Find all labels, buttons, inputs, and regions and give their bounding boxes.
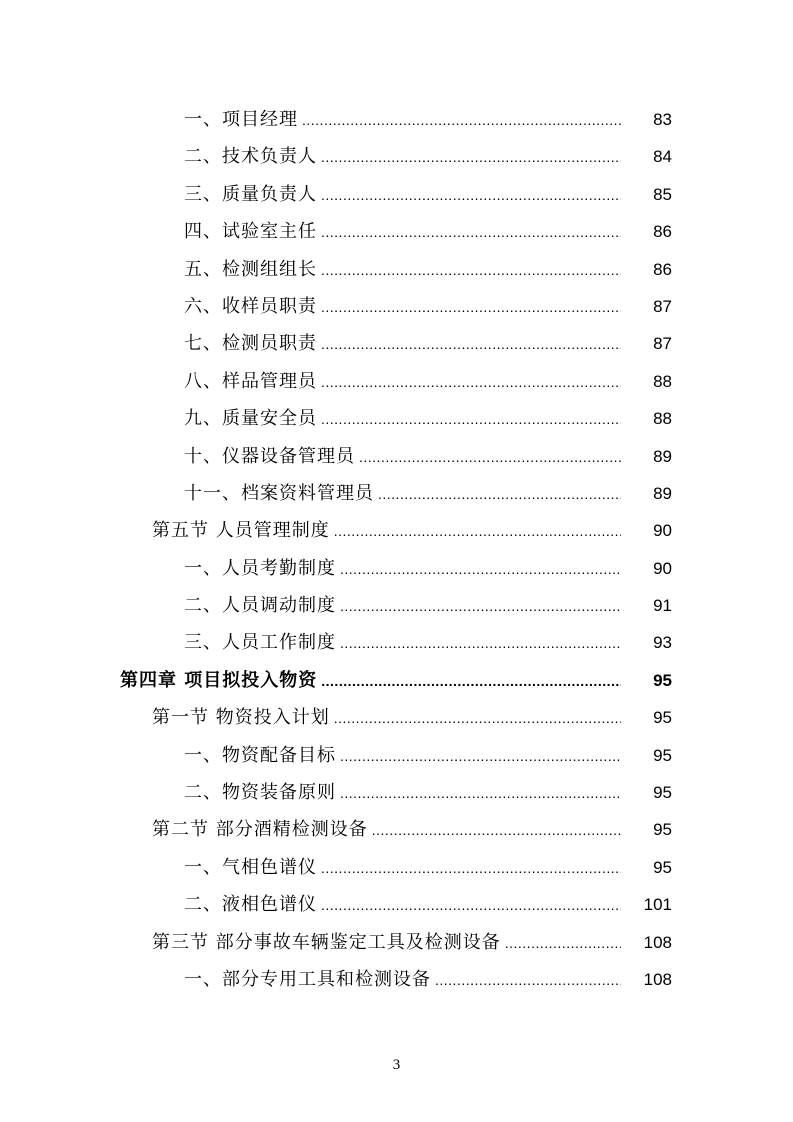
toc-entry-title: 九、质量安全员 xyxy=(184,408,317,430)
toc-entry-page: 95 xyxy=(653,670,672,690)
toc-entry-title: 第二节 部分酒精检测设备 xyxy=(152,819,368,841)
toc-entry-page: 83 xyxy=(653,110,672,129)
toc-entry-title: 四、试验室主任 xyxy=(184,221,317,243)
toc-entry-page: 95 xyxy=(653,783,672,803)
toc-entry-title: 一、部分专用工具和检测设备 xyxy=(184,968,431,990)
toc-dot-leader xyxy=(340,551,621,588)
toc-entry-page: 86 xyxy=(653,259,672,279)
toc-dot-leader xyxy=(340,625,621,662)
toc-entry-page: 95 xyxy=(653,745,672,765)
toc-entry-page: 87 xyxy=(653,334,672,354)
toc-entry-page: 87 xyxy=(653,296,672,316)
toc-entry[interactable] xyxy=(0,886,793,923)
toc-entry-page: 108 xyxy=(643,932,672,952)
toc-dot-leader xyxy=(378,476,621,513)
toc-section-entry[interactable] xyxy=(0,924,793,961)
toc-entry-title: 十一、档案资料管理员 xyxy=(184,482,374,504)
toc-entry-page: 89 xyxy=(653,483,672,503)
toc-entry[interactable] xyxy=(0,438,793,475)
toc-entry[interactable] xyxy=(0,475,793,512)
toc-entry[interactable] xyxy=(0,587,793,624)
toc-entry-page: 91 xyxy=(653,596,672,616)
page-number: 3 xyxy=(392,1057,401,1073)
toc-entry-title: 一、项目经理 xyxy=(184,109,298,130)
toc-entry-title: 一、气相色谱仪 xyxy=(184,856,317,878)
toc-dot-leader xyxy=(321,326,621,363)
toc-entry[interactable] xyxy=(0,176,793,213)
toc-entry-page: 95 xyxy=(653,820,672,840)
toc-entry-title: 七、检测员职责 xyxy=(184,333,317,355)
toc-dot-leader xyxy=(302,102,621,139)
toc-entry-page: 101 xyxy=(643,895,672,915)
toc-section-entry[interactable] xyxy=(0,512,793,549)
toc-dot-leader xyxy=(340,775,621,812)
toc-entry[interactable] xyxy=(0,101,793,138)
toc-dot-leader xyxy=(340,588,621,625)
toc-entry-page: 95 xyxy=(653,708,672,728)
toc-entry-title: 十、仪器设备管理员 xyxy=(184,445,355,467)
toc-entry[interactable] xyxy=(0,251,793,288)
toc-dot-leader xyxy=(359,439,621,476)
toc-entry[interactable] xyxy=(0,213,793,250)
toc-dot-leader xyxy=(321,289,621,326)
toc-dot-leader xyxy=(321,401,621,438)
toc-dot-leader xyxy=(321,214,621,251)
toc-dot-leader xyxy=(321,850,621,887)
toc-entry[interactable] xyxy=(0,737,793,774)
toc-entry-title: 一、物资配备目标 xyxy=(184,744,336,766)
toc-entry-title: 二、技术负责人 xyxy=(184,146,317,168)
toc-entry[interactable] xyxy=(0,363,793,400)
toc-dot-leader xyxy=(372,812,621,849)
toc-entry[interactable] xyxy=(0,325,793,362)
toc-dot-leader xyxy=(321,252,621,289)
toc-entry-page: 90 xyxy=(653,558,672,578)
toc-dot-leader xyxy=(321,139,621,176)
toc-entry-page: 85 xyxy=(653,184,672,204)
toc-dot-leader xyxy=(340,738,621,775)
toc-entry-title: 第一节 物资投入计划 xyxy=(152,707,330,729)
toc-entry[interactable] xyxy=(0,774,793,811)
toc-dot-leader xyxy=(321,663,621,700)
toc-entry-page: 86 xyxy=(653,222,672,242)
toc-dot-leader xyxy=(334,513,621,550)
toc-entry-title: 二、人员调动制度 xyxy=(184,595,336,617)
toc-entry-title: 第五节 人员管理制度 xyxy=(152,520,330,542)
toc-entry-title: 第三节 部分事故车辆鉴定工具及检测设备 xyxy=(152,931,501,953)
toc-entry-page: 95 xyxy=(653,857,672,877)
toc-entry-title: 二、液相色谱仪 xyxy=(184,894,317,916)
toc-dot-leader xyxy=(505,925,621,962)
toc-entry-page: 93 xyxy=(653,633,672,653)
toc-entry-title: 二、物资装备原则 xyxy=(184,782,336,804)
toc-dot-leader xyxy=(435,962,621,999)
toc-entry-page: 89 xyxy=(653,446,672,466)
toc-chapter-entry[interactable] xyxy=(0,662,793,699)
toc-entry-page: 90 xyxy=(653,521,672,541)
toc-dot-leader xyxy=(321,887,621,924)
toc-entry-title: 三、人员工作制度 xyxy=(184,632,336,654)
toc-entry[interactable] xyxy=(0,288,793,325)
toc-entry[interactable] xyxy=(0,849,793,886)
toc-section-entry[interactable] xyxy=(0,811,793,848)
toc-section-entry[interactable] xyxy=(0,699,793,736)
toc-entry[interactable] xyxy=(0,961,793,998)
toc-entry[interactable] xyxy=(0,550,793,587)
table-of-contents xyxy=(0,101,793,998)
toc-entry-title: 一、人员考勤制度 xyxy=(184,557,336,579)
toc-entry[interactable] xyxy=(0,400,793,437)
toc-entry-page: 108 xyxy=(643,969,672,989)
toc-entry-page: 88 xyxy=(653,409,672,429)
toc-entry[interactable] xyxy=(0,138,793,175)
toc-entry-title: 八、样品管理员 xyxy=(184,370,317,392)
toc-dot-leader xyxy=(321,177,621,214)
toc-entry[interactable] xyxy=(0,624,793,661)
toc-dot-leader xyxy=(334,700,621,737)
toc-entry-title: 第四章 项目拟投入物资 xyxy=(120,669,318,691)
toc-entry-page: 84 xyxy=(653,147,672,167)
toc-dot-leader xyxy=(321,364,621,401)
toc-entry-page: 88 xyxy=(653,371,672,391)
toc-entry-title: 六、收样员职责 xyxy=(184,295,317,317)
toc-entry-title: 三、质量负责人 xyxy=(184,183,317,205)
toc-entry-title: 五、检测组组长 xyxy=(184,258,317,280)
